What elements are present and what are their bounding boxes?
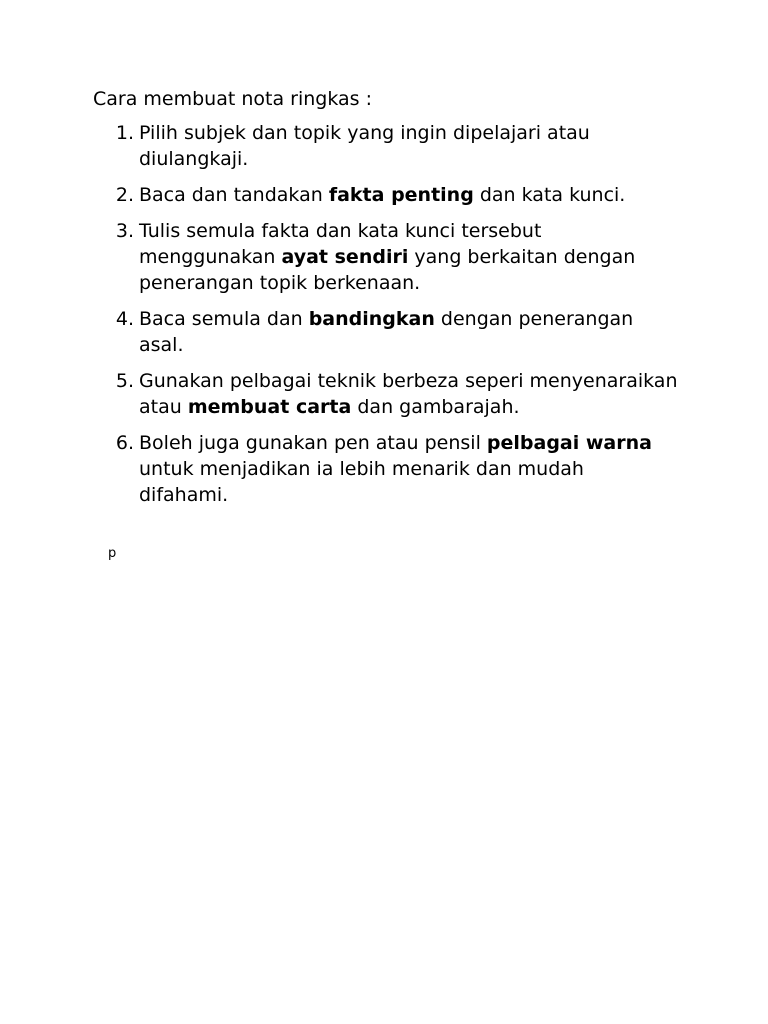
step-text bbox=[139, 306, 679, 358]
step-text-run: dan gambarajah. bbox=[351, 396, 520, 418]
step-text bbox=[139, 430, 679, 508]
step-text bbox=[139, 120, 679, 172]
step-number: 5. bbox=[115, 370, 134, 392]
step-item bbox=[0, 430, 768, 508]
step-item bbox=[0, 120, 768, 172]
step-text-bold: bandingkan bbox=[308, 308, 435, 330]
stray-character: p bbox=[108, 546, 117, 561]
step-text-run: yang berkaitan dengan penerangan topik berkenaan. bbox=[139, 246, 636, 294]
step-text-bold: ayat sendiri bbox=[281, 246, 409, 268]
step-text-run: Tulis semula fakta dan kata kunci tersebut menggunakan bbox=[139, 220, 542, 268]
step-text-run: Baca dan tandakan bbox=[139, 184, 329, 206]
step-text-run: dan kata kunci. bbox=[473, 184, 626, 206]
step-text-bold: pelbagai warna bbox=[486, 432, 652, 454]
step-text bbox=[139, 182, 679, 208]
step-number: 4. bbox=[115, 308, 134, 330]
step-item bbox=[0, 218, 768, 296]
step-text-run: Pilih subjek dan topik yang ingin dipelajari atau diulangkaji. bbox=[139, 122, 590, 170]
step-number: 6. bbox=[115, 432, 134, 454]
step-text-bold: membuat carta bbox=[187, 396, 352, 418]
step-text-bold: fakta penting bbox=[328, 184, 474, 206]
step-text-run: dengan penerangan asal. bbox=[139, 308, 634, 356]
step-item bbox=[0, 368, 768, 420]
step-text-run: Boleh juga gunakan pen atau pensil bbox=[139, 432, 487, 454]
step-text bbox=[139, 218, 679, 296]
numbered-step-list bbox=[0, 120, 768, 518]
document-title: Cara membuat nota ringkas : bbox=[93, 88, 372, 110]
step-text bbox=[139, 368, 679, 420]
step-item bbox=[0, 306, 768, 358]
step-number: 2. bbox=[115, 184, 134, 206]
step-item bbox=[0, 182, 768, 208]
step-text-run: Gunakan pelbagai teknik berbeza seperi menyenaraikan atau bbox=[139, 370, 678, 418]
step-number: 1. bbox=[115, 122, 134, 144]
step-text-run: untuk menjadikan ia lebih menarik dan mudah difahami. bbox=[139, 458, 584, 506]
step-number: 3. bbox=[115, 220, 134, 242]
step-text-run: Baca semula dan bbox=[139, 308, 309, 330]
